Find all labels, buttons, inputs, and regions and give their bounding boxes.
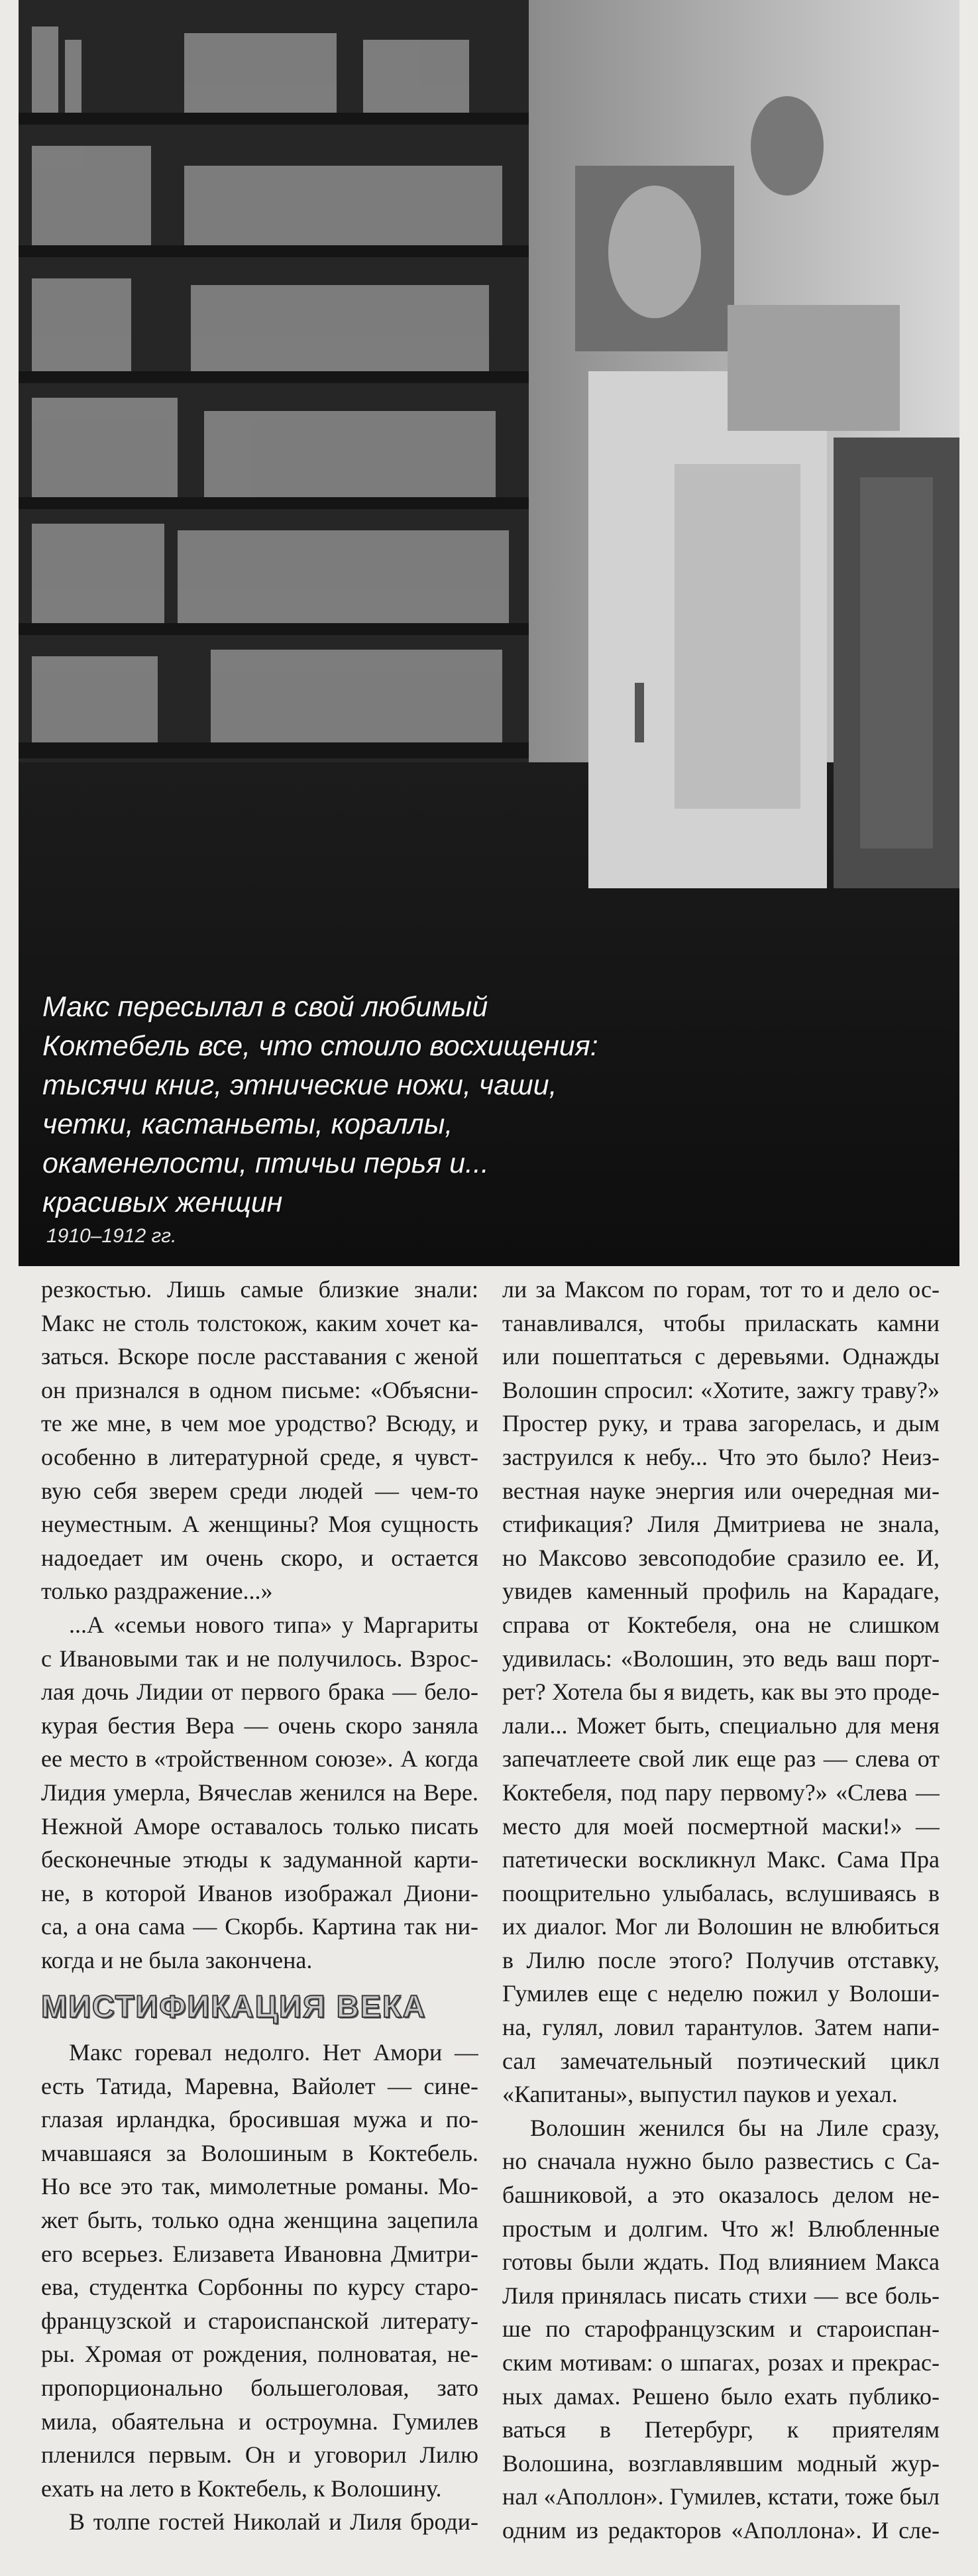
text-line: ехать на лето в Коктебель, к Волошину. <box>41 2475 442 2502</box>
paragraph <box>41 2036 478 2505</box>
text-line: Волошин спросил: «Хотите, зажгу траву?» <box>502 1376 940 1403</box>
text-line: удивилась: «Волошин, это ведь ваш порт- <box>502 1645 940 1672</box>
text-line: есть Татида, Маревна, Вайолет — сине- <box>41 2072 478 2099</box>
text-line: но Максово зевсоподобие сразило ее. И, <box>502 1544 940 1571</box>
caption-line: красивых женщин <box>42 1187 283 1218</box>
text-line: лая дочь Лидии от первого брака — бело- <box>41 1678 478 1706</box>
text-line: танавливался, чтобы приласкать камни <box>502 1309 940 1336</box>
text-line: с Ивановыми так и не получилось. Взрос- <box>41 1645 478 1672</box>
caption-line: Макс пересылал в свой любимый <box>42 991 488 1023</box>
text-line: простым и долгим. Что ж! Влюбленные <box>502 2215 940 2242</box>
text-line: рет? Хотела бы я видеть, как вы это проде- <box>502 1678 940 1706</box>
text-line: курая бестия Вера — очень скоро заняла <box>41 1712 478 1739</box>
text-line: одним из редакторов «Аполлона». И сле- <box>502 2516 940 2544</box>
text-line: В толпе гостей Николай и Лиля броди- <box>69 2508 478 2536</box>
paragraph <box>502 1273 940 2111</box>
text-line: ше по старофранцузским и староиспан- <box>502 2315 940 2343</box>
text-line: патетически воскликнул Макс. Сама Пра <box>502 1846 940 1873</box>
text-line: на, гулял, ловил тарантулов. Затем напи- <box>502 2014 940 2041</box>
text-line: Гумилев еще с неделю пожил у Волоши- <box>502 1980 940 2007</box>
text-line: ли за Максом по горам, тот то и дело ос- <box>502 1276 940 1303</box>
text-line: глазая ирландка, бросившая мужа и по- <box>41 2106 478 2133</box>
text-line: или пошептаться с деревьями. Однажды <box>502 1343 940 1370</box>
text-line: мила, обаятельна и остроумна. Гумилев <box>41 2408 478 2435</box>
text-line: Нежной Аморе оставалось только писать <box>41 1812 478 1840</box>
text-line: нал «Аполлон». Гумилев, кстати, тоже был <box>502 2483 940 2510</box>
paragraph <box>41 2505 478 2539</box>
paragraph <box>502 2111 940 2547</box>
photo-caption <box>42 988 625 1222</box>
text-line: Лиля принялась писать стихи — все боль- <box>502 2282 940 2309</box>
text-line: Макс горевал недолго. Нет Амори — <box>69 2039 478 2066</box>
text-line: он признался в одном письме: «Объясни- <box>41 1376 478 1403</box>
text-line: мчавшаяся за Волошиным в Коктебель. <box>41 2139 478 2166</box>
text-line: особенно в литературной среде, я чувст- <box>41 1443 478 1470</box>
text-line: Макс не столь толстокож, каким хочет ка- <box>41 1309 478 1336</box>
text-line: место для моей посмертной маски!» — <box>502 1812 940 1840</box>
text-line: ским мотивам: о шпагах, розах и прекрас- <box>502 2349 940 2376</box>
text-line: Но все это так, мимолетные романы. Мо- <box>41 2173 478 2200</box>
text-line: только раздражение...» <box>41 1578 273 1605</box>
text-line: лали... Может быть, специально для меня <box>502 1712 940 1739</box>
caption-line: четки, кастаньеты, кораллы, <box>42 1108 453 1140</box>
section-subheading: МИСТИФИКАЦИЯ ВЕКА <box>41 1989 427 2024</box>
text-line: вестная науке энергия или очередная ми- <box>502 1477 940 1504</box>
text-line: бесконечные этюды к задуманной карти- <box>41 1846 478 1873</box>
text-line: резкостью. Лишь самые близкие знали: <box>41 1276 478 1303</box>
photo-interior-bookshelves <box>19 0 959 1266</box>
text-line: ваться в Петербург, к приятелям <box>502 2416 940 2443</box>
text-line: Волошина, возглавлявшим модный жур- <box>502 2449 940 2477</box>
text-line: ее место в «тройственном союзе». А когда <box>41 1745 478 1773</box>
text-line: неуместным. А женщины? Моя сущность <box>41 1511 478 1538</box>
text-line: Лидия умерла, Вячеслав женился на Вере. <box>41 1779 478 1806</box>
text-line: поощрительно улыбалась, вслушиваясь в <box>502 1879 940 1906</box>
text-line: те же мне, в чем мое уродство? Всюду, и <box>41 1410 478 1437</box>
text-line: его всерьез. Елизавета Ивановна Дмитри- <box>41 2240 478 2267</box>
text-line: вую себя зверем среди людей — чем-то <box>41 1477 478 1504</box>
text-line: Коктебеля, под пару первому?» «Слева — <box>502 1779 940 1806</box>
photo-date: 1910–1912 гг. <box>46 1225 177 1247</box>
text-line: Волошин женился бы на Лиле сразу, <box>530 2114 940 2141</box>
text-line: Простер руку, и трава загорелась, и дым <box>502 1410 940 1437</box>
text-line: увидев каменный профиль на Карадаге, <box>502 1578 940 1605</box>
text-line: но сначала нужно было развестись с Са- <box>502 2148 940 2175</box>
text-line: надоедает им очень скоро, и остается <box>41 1544 478 1571</box>
text-line: готовы были ждать. Под влиянием Макса <box>502 2249 940 2276</box>
text-line: их диалог. Мог ли Волошин не влюбиться <box>502 1913 940 1940</box>
text-line: са, а она сама — Скорбь. Картина так ни- <box>41 1913 478 1940</box>
caption-line: тысячи книг, этнические ножи, чаши, <box>42 1069 557 1101</box>
text-line: пленился первым. Он и уговорил Лилю <box>41 2441 478 2469</box>
text-line: ных дамах. Решено было ехать публико- <box>502 2382 940 2410</box>
text-line: сал замечательный поэтический цикл <box>502 2047 940 2074</box>
text-line: ры. Хромая от рождения, полноватая, не- <box>41 2341 478 2368</box>
text-line: справа от Коктебеля, она не слишком <box>502 1611 940 1638</box>
text-column-left <box>41 1273 478 2539</box>
text-line: «Капитаны», выпустил пауков и уехал. <box>502 2081 898 2108</box>
text-line: заструился к небу... Что это было? Неиз- <box>502 1443 940 1470</box>
text-line: стификация? Лиля Дмитриева не знала, <box>502 1511 940 1538</box>
text-line: когда и не была закончена. <box>41 1946 313 1973</box>
text-column-right <box>502 1273 940 2547</box>
text-line: башниковой, а это оказалось делом не- <box>502 2182 940 2209</box>
paragraph <box>41 1273 478 1608</box>
text-line: ...А «семьи нового типа» у Маргариты <box>69 1611 478 1638</box>
caption-line: окаменелости, птичьи перья и... <box>42 1147 489 1179</box>
text-line: французской и староиспанской литерату- <box>41 2307 478 2334</box>
paragraph <box>41 1608 478 1977</box>
text-line: в Лилю после этого? Получив отставку, <box>502 1946 940 1973</box>
text-line: запечатлеете свой лик еще раз — слева от <box>502 1745 940 1773</box>
text-line: заться. Вскоре после расставания с женой <box>41 1343 478 1370</box>
text-line: жет быть, только одна женщина зацепила <box>41 2207 478 2234</box>
text-line: не, в которой Иванов изображал Диони- <box>41 1879 478 1906</box>
text-line: ева, студентка Сорбонны по курсу старо- <box>41 2274 478 2301</box>
text-line: пропорционально большеголовая, зато <box>41 2374 478 2401</box>
caption-line: Коктебель все, что стоило восхищения: <box>42 1030 598 1062</box>
